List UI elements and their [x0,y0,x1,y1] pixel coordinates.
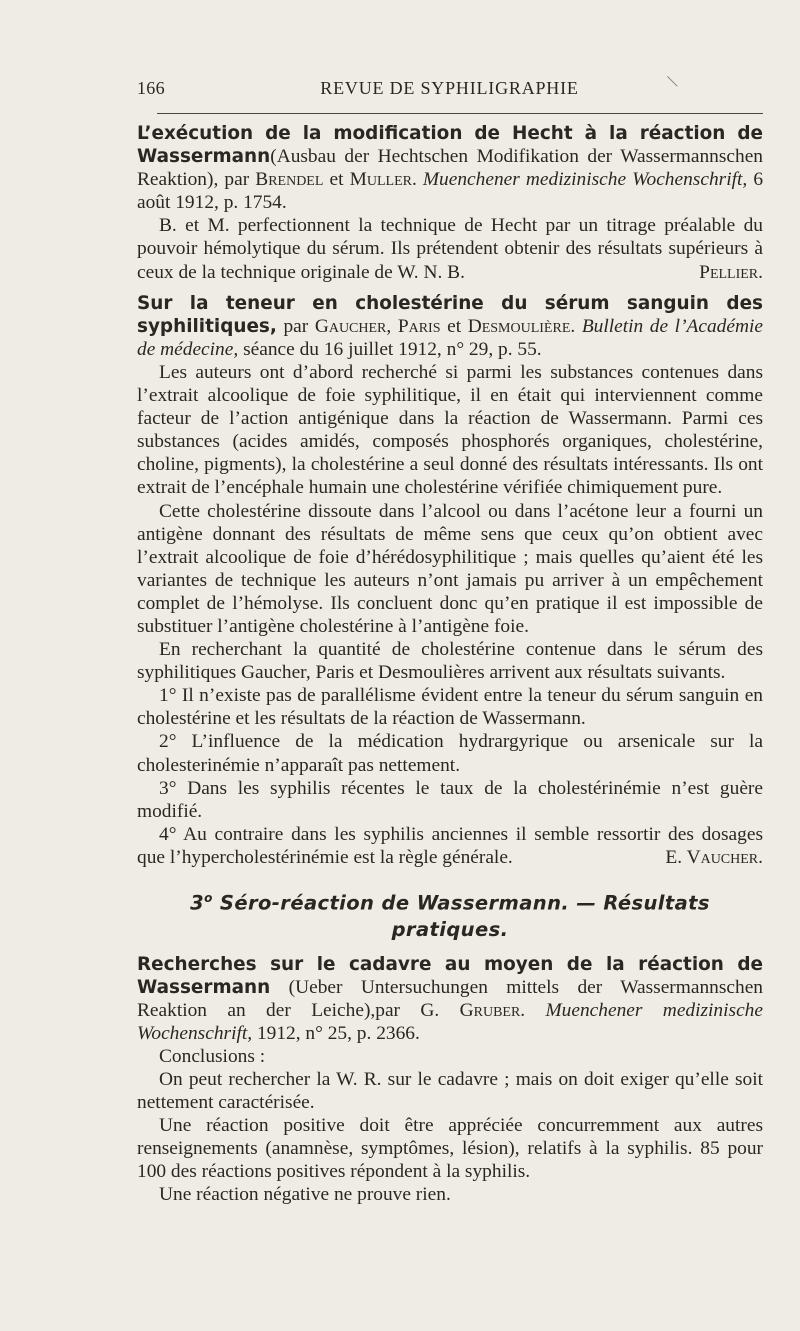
author-name: Muller. [349,169,417,191]
article-3-paragraph: On peut rechercher la W. R. sur le cadavre ; mais on doit exiger qu’elle soit nettement caractérisée. [137,1068,763,1114]
article-2-paragraph: 2° L’influence de la médication hydrargyrique ou arsenicale sur la cholesterinémie n’apparaît pas nettement. [137,731,763,776]
article-1-citation: L’exécution de la modification de Hecht à la réaction de Wassermann(Ausbau der Hechtschen Modifikation der Wassermannschen Reaktion), par Brendel et Muller. Muenchener medizinische Wochenschrift, 6 août 1912, p. 1754. [137,123,764,214]
article-1-body: B. et M. perfectionnent la technique de Hecht par un titrage préalable du pouvoir hémolytique du sérum. Ils prétendent obtenir des résultats supérieurs à ceux de la technique originale de W. N. B. Pellier. [137,215,763,283]
header-rule [157,113,763,114]
article-1-german-title: (Ausbau der Hechtschen Modifikation der Wassermannschen Reaktion), [137,146,763,191]
citation-date: séance du 16 juillet 1912, n° 29, p. 55. [243,338,542,360]
page-body [137,122,763,1207]
section-heading [137,885,763,943]
journal-name: Muenchener medizinische Wochenschrift, [422,169,748,191]
reviewer-signature: Pellier. [699,261,763,283]
section-number: 3 [190,891,205,915]
article-2-paragraph: 1° Il n’existe pas de parallélisme évident entre la teneur du sérum sanguin en cholestérine et les résultats de la réaction de Wassermann. [137,685,763,730]
article-2-paragraph: Cette cholestérine dissoute dans l’alcool ou dans l’acétone leur a fourni un antigène donnant des résultats de même sens que ceux qu’on obtient avec l’extrait alcoolique de foie d’hérédosyphilitique ; mais quelles qu’aient été les variantes de technique les auteurs n’ont jamais pu arriver à un empêchement complet de l’hémolyse. Ils concluent donc qu’en pratique il est impossible de substituer l’antigène cholestérine à l’antigène foie. [137,500,763,637]
page-number: 166 [137,78,165,98]
citation-date: 6 août 1912, p. 1754. [137,169,764,214]
article-3-paragraph: Une réaction positive doit être appréciée concurremment aux autres renseignements (anamnèse, symptômes, lésion), relatifs à la syphilis. 85 pour 100 des réactions positives répondent à la syphilis. [137,1115,763,1183]
article-2-last-paragraph: 4° Au contraire dans les syphilis anciennes il semble ressortir des dosages que l’hypercholestérinémie est la règle générale. E. Vaucher. [137,823,763,868]
article-2-citation: Sur la teneur en cholestérine du sérum sanguin des syphilitiques, par Gaucher, Paris et Desmoulière. Bulletin de l’Académie de médecine, séance du 16 juillet 1912, n° 29, p. 55. [137,292,763,360]
journal-name: Muenchener medizinische Wochenschrift, [137,999,763,1044]
section-degree: o [204,891,213,905]
article-3-paragraph: Une réaction négative ne prouve rien. [159,1184,451,1206]
article-3-title: Recherches sur le cadavre au moyen de la réaction de Wassermann [137,953,763,998]
author-name: Gaucher, Paris [314,315,441,337]
journal-title: REVUE DE SYPHILIGRAPHIE [320,78,579,98]
journal-name: Bulletin de l’Académie de médecine, [137,315,763,360]
article-2-paragraph: En recherchant la quantité de cholestérine contenue dans le sérum des syphilitiques Gaucher, Paris et Desmoulières arrivent aux résultats suivants. [137,639,763,684]
article-3-paragraph: Conclusions : [159,1045,266,1067]
author-name: Brendel [255,169,324,191]
citation-date: 1912, n° 25, p. 2366. [256,1022,420,1044]
article-3-citation: Recherches sur le cadavre au moyen de la réaction de Wassermann (Ueber Untersuchungen mittels der Wassermannschen Reaktion an der Leiche),par G. Gruber. Muenchener medizinische Wochenschrift, 1912, n° 25, p. 2366. [137,953,763,1044]
running-head [137,78,762,102]
author-name: Desmoulière. [467,315,576,337]
section-title: Séro-réaction de Wassermann. — Résultats pratiques. [219,891,710,941]
article-1-title: L’exécution de la modification de Hecht à la réaction de Wassermann [137,123,763,168]
article-3-german-title: (Ueber Untersuchungen mittels der Wassermannschen Reaktion an der Leiche), [137,976,763,1021]
article-2-title: Sur la teneur en cholestérine du sérum sanguin des syphilitiques, [137,292,763,337]
author-name: Gruber. [459,999,526,1021]
article-2-paragraph: 3° Dans les syphilis récentes le taux de la cholestérinémie n’est guère modifié. [137,777,763,822]
reviewer-signature: E. Vaucher. [665,846,763,868]
article-2-paragraph: Les auteurs ont d’abord recherché si parmi les substances contenues dans l’extrait alcoolique de foie syphilitique, il en était qui interviennent comme facteur de l’action antigénique dans la réaction de Wassermann. Parmi ces substances (acides amidés, composés phosphorés organiques, cholestérine, choline, pigments), la cholestérine a seul donné des résultats intéressants. Ils ont extrait de l’encéphale humain une cholestérine vérifiée chimiquement pure. [137,361,763,499]
